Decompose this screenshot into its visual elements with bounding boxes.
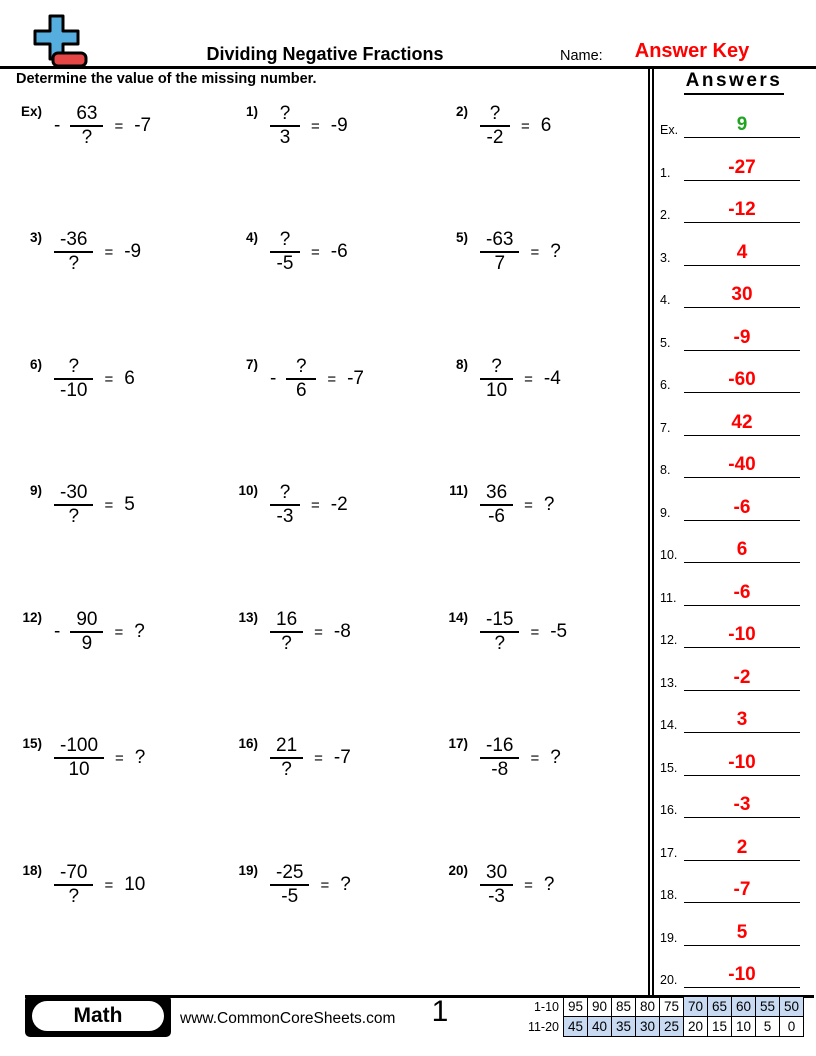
grade-cell: 35 xyxy=(611,1016,636,1037)
answer-row xyxy=(658,487,808,521)
answer-row xyxy=(658,954,808,988)
grade-cell: 10 xyxy=(731,1016,756,1037)
problem-number: Ex) xyxy=(20,104,42,119)
fraction xyxy=(270,609,303,655)
problem xyxy=(14,103,151,149)
problem xyxy=(230,735,351,781)
answer-value: 6 xyxy=(736,539,748,560)
problem-equation xyxy=(270,609,351,655)
fraction-numerator: -15 xyxy=(486,609,514,630)
grade-cell: 20 xyxy=(683,1016,708,1037)
problem xyxy=(14,862,145,908)
answer-row xyxy=(658,784,808,818)
problem xyxy=(440,482,554,528)
fraction-numerator: ? xyxy=(296,356,307,377)
answer-blank-line xyxy=(684,817,800,818)
problem-result: 6 xyxy=(124,368,135,389)
worksheet-title: Dividing Negative Fractions xyxy=(206,44,444,64)
problem-result: ? xyxy=(543,874,555,895)
fraction-numerator: 30 xyxy=(486,862,508,883)
answer-number: 19. xyxy=(660,930,678,945)
grade-cell: 30 xyxy=(635,1016,660,1037)
equals-sign: = xyxy=(314,749,323,767)
problem xyxy=(440,356,561,402)
fraction-denominator: 10 xyxy=(486,380,508,401)
grade-row-label: 11-20 xyxy=(527,1019,559,1034)
problem-equation xyxy=(480,482,554,528)
problem xyxy=(440,735,561,781)
answer-blank-line xyxy=(684,180,800,181)
problem xyxy=(14,482,135,528)
answer-row xyxy=(658,699,808,733)
instruction-text: Determine the value of the missing number. xyxy=(16,71,317,87)
answer-number: 8. xyxy=(660,463,671,477)
answer-blank-line xyxy=(684,647,800,648)
answer-value: 5 xyxy=(736,921,748,943)
problem-equation xyxy=(270,482,348,528)
fraction-numerator: -16 xyxy=(486,735,514,756)
answer-blank-line xyxy=(684,562,800,563)
problem xyxy=(440,862,554,908)
grade-cell: 75 xyxy=(659,996,684,1017)
answer-blank-line xyxy=(684,605,800,606)
grade-row-label: 1-10 xyxy=(533,999,559,1014)
answer-blank-line xyxy=(684,775,800,776)
name-label: Name: xyxy=(560,48,603,64)
page-number: 1 xyxy=(431,995,449,1028)
problem xyxy=(14,229,141,275)
grade-cell: 0 xyxy=(779,1016,804,1037)
fraction xyxy=(54,862,93,908)
fraction xyxy=(54,735,104,781)
fraction-denominator: 9 xyxy=(81,633,93,654)
answer-number: 11. xyxy=(660,590,677,605)
grade-cell: 55 xyxy=(755,996,780,1017)
problem-number: 5) xyxy=(455,230,468,245)
answer-row xyxy=(658,317,808,351)
answer-number: 5. xyxy=(660,335,671,350)
fraction-numerator: -70 xyxy=(60,862,88,883)
answer-row xyxy=(658,614,808,648)
equals-sign: = xyxy=(327,370,337,388)
fraction xyxy=(480,735,519,781)
answers-divider-double-line xyxy=(648,69,654,995)
answers-panel-title: Answers xyxy=(656,70,812,95)
answer-value: 4 xyxy=(736,241,748,263)
answer-blank-line xyxy=(684,350,800,351)
problem xyxy=(14,356,135,402)
problem-number: 8) xyxy=(455,357,468,372)
problem-equation xyxy=(54,482,135,528)
answer-value: -9 xyxy=(733,326,751,348)
fraction-denominator: ? xyxy=(68,506,80,527)
problem-result: ? xyxy=(550,241,561,262)
fraction xyxy=(270,862,309,908)
fraction-numerator: 36 xyxy=(486,482,508,503)
fraction-negative-sign: - xyxy=(270,368,277,389)
equals-sign: = xyxy=(104,496,114,514)
problem-equation xyxy=(54,356,135,402)
answer-blank-line xyxy=(684,392,800,393)
problem-number: 1) xyxy=(245,104,258,119)
answer-blank-line xyxy=(684,902,800,903)
answer-row xyxy=(658,444,808,478)
answer-number: 9. xyxy=(660,505,671,520)
answer-row xyxy=(658,657,808,691)
grading-table xyxy=(521,996,804,1037)
fraction-numerator: 21 xyxy=(276,735,298,756)
problem-result: -7 xyxy=(333,747,351,768)
problem-result: -6 xyxy=(330,241,348,262)
equals-sign: = xyxy=(114,623,124,641)
fraction-numerator: 16 xyxy=(276,609,298,630)
fraction xyxy=(480,862,513,908)
grade-cell: 95 xyxy=(563,996,588,1017)
problem-equation xyxy=(480,609,567,655)
fraction-numerator: -100 xyxy=(60,735,99,756)
grade-cell: 40 xyxy=(587,1016,612,1037)
answer-value: 3 xyxy=(736,709,748,730)
problem-result: ? xyxy=(134,621,145,642)
fraction-denominator: -5 xyxy=(276,253,294,274)
grade-cell: 45 xyxy=(563,1016,588,1037)
grade-cell: 85 xyxy=(611,996,636,1017)
problem-equation xyxy=(270,735,351,781)
answer-number: Ex. xyxy=(660,123,679,137)
problem xyxy=(230,229,348,275)
problem-number: 12) xyxy=(22,610,42,625)
answer-blank-line xyxy=(684,732,800,733)
answer-number: 6. xyxy=(660,378,671,392)
fraction-numerator: ? xyxy=(279,103,291,124)
fraction-numerator: ? xyxy=(279,229,291,250)
fraction-numerator: -63 xyxy=(486,229,514,250)
answer-blank-line xyxy=(684,265,800,266)
fraction-numerator: -25 xyxy=(276,862,304,883)
problem-number: 14) xyxy=(448,610,468,625)
answer-row xyxy=(658,827,808,861)
answer-number: 18. xyxy=(660,888,678,902)
fraction-denominator: ? xyxy=(281,633,292,654)
fraction-denominator: ? xyxy=(494,633,506,654)
answer-value: -10 xyxy=(728,964,756,985)
problem xyxy=(230,862,351,908)
equals-sign: = xyxy=(530,623,540,641)
answer-blank-line xyxy=(684,860,800,861)
answer-number: 7. xyxy=(660,420,671,435)
fraction-negative-sign: - xyxy=(54,621,61,642)
answer-value: -10 xyxy=(728,624,756,645)
header-divider-line xyxy=(0,66,816,69)
answer-blank-line xyxy=(684,987,800,988)
answer-value: -10 xyxy=(728,751,756,773)
grade-table-row xyxy=(521,996,804,1017)
answer-value: -27 xyxy=(728,156,756,178)
fraction xyxy=(270,103,300,149)
fraction-denominator: -10 xyxy=(60,380,88,401)
problem-equation xyxy=(480,862,554,908)
problem xyxy=(440,103,551,149)
problem-equation xyxy=(54,735,145,781)
fraction xyxy=(70,103,103,149)
problem-number: 15) xyxy=(22,736,42,751)
fraction-denominator: ? xyxy=(81,127,93,148)
answer-row xyxy=(658,572,808,606)
answer-number: 20. xyxy=(660,973,678,987)
problem-result: -7 xyxy=(347,368,364,389)
equals-sign: = xyxy=(530,243,540,261)
answer-value: 2 xyxy=(736,836,748,858)
problem xyxy=(440,229,561,275)
problem xyxy=(14,735,145,781)
fraction-denominator: ? xyxy=(281,759,292,780)
problem-result: -7 xyxy=(134,115,152,136)
name-value-answer-key: Answer Key xyxy=(634,40,750,62)
equals-sign: = xyxy=(524,370,533,388)
fraction-numerator: ? xyxy=(491,356,502,377)
answer-number: 1. xyxy=(660,165,671,180)
fraction-denominator: ? xyxy=(68,886,80,907)
fraction xyxy=(286,356,316,402)
fraction-numerator: ? xyxy=(68,356,80,377)
fraction xyxy=(270,482,300,528)
fraction-denominator: -3 xyxy=(488,886,506,907)
fraction-numerator: 90 xyxy=(76,609,98,630)
grade-cell: 65 xyxy=(707,996,732,1017)
grade-cell: 25 xyxy=(659,1016,684,1037)
fraction-denominator: 3 xyxy=(279,127,291,148)
problem-result: ? xyxy=(550,747,561,768)
problem-equation xyxy=(480,103,551,149)
fraction xyxy=(54,356,93,402)
problem-equation xyxy=(270,229,348,275)
fraction-numerator: ? xyxy=(279,482,291,503)
answer-number: 4. xyxy=(660,293,671,307)
equals-sign: = xyxy=(114,117,124,135)
fraction-denominator: -5 xyxy=(281,886,299,907)
problem-number: 19) xyxy=(238,863,258,878)
fraction xyxy=(480,229,519,275)
answer-value: 30 xyxy=(731,284,753,305)
fraction xyxy=(480,103,510,149)
answer-row xyxy=(658,742,808,776)
answer-blank-line xyxy=(684,945,800,946)
answer-number: 10. xyxy=(660,548,678,562)
problem-result: -9 xyxy=(124,241,142,262)
problem-equation xyxy=(54,103,151,149)
fraction xyxy=(480,482,513,528)
fraction-denominator: ? xyxy=(68,253,80,274)
answer-value: -3 xyxy=(733,794,751,815)
answer-blank-line xyxy=(684,477,800,478)
answer-row xyxy=(658,912,808,946)
answer-blank-line xyxy=(684,137,800,138)
problem-number: 6) xyxy=(29,357,42,372)
problem-result: -8 xyxy=(333,621,351,642)
grade-cell: 50 xyxy=(779,996,804,1017)
problem xyxy=(230,103,348,149)
equals-sign: = xyxy=(314,623,323,641)
answer-row xyxy=(658,104,808,138)
problem-equation xyxy=(480,735,561,781)
fraction-numerator: ? xyxy=(489,103,501,124)
problem-equation xyxy=(54,609,145,655)
answer-blank-line xyxy=(684,690,800,691)
answer-number: 17. xyxy=(660,845,678,860)
subject-label: Math xyxy=(32,1001,164,1031)
fraction-denominator: 6 xyxy=(296,380,307,401)
fraction xyxy=(480,356,513,402)
equals-sign: = xyxy=(320,876,330,894)
problem-number: 4) xyxy=(245,230,258,245)
answer-value: -40 xyxy=(728,454,756,475)
answer-number: 16. xyxy=(660,803,678,817)
grade-cell: 70 xyxy=(683,996,708,1017)
subject-badge xyxy=(25,995,171,1037)
problem-number: 20) xyxy=(448,863,468,878)
fraction-denominator: -3 xyxy=(276,506,294,527)
problem-result: -5 xyxy=(550,621,568,642)
problem xyxy=(230,482,348,528)
fraction xyxy=(70,609,103,655)
grade-cell: 15 xyxy=(707,1016,732,1037)
problem-equation xyxy=(270,103,348,149)
problem-result: ? xyxy=(543,494,555,515)
answer-value: 42 xyxy=(731,411,753,433)
answer-value: -2 xyxy=(733,666,751,688)
problem-result: 5 xyxy=(124,494,135,515)
answer-number: 13. xyxy=(660,675,678,690)
fraction-denominator: 10 xyxy=(68,759,90,780)
fraction-denominator: -2 xyxy=(486,127,504,148)
problem xyxy=(230,356,364,402)
fraction xyxy=(54,482,93,528)
problem-result: 10 xyxy=(124,874,146,895)
equals-sign: = xyxy=(521,117,530,135)
answer-blank-line xyxy=(684,222,800,223)
answer-row xyxy=(658,529,808,563)
problem-equation xyxy=(270,356,364,402)
problem-equation xyxy=(270,862,351,908)
equals-sign: = xyxy=(311,496,320,514)
problem-equation xyxy=(54,862,145,908)
fraction xyxy=(270,735,303,781)
equals-sign: = xyxy=(104,243,114,261)
answer-number: 15. xyxy=(660,760,678,775)
equals-sign: = xyxy=(115,749,124,767)
answer-value: -6 xyxy=(733,496,751,518)
problem-result: ? xyxy=(340,874,351,895)
problem-equation xyxy=(54,229,141,275)
fraction-denominator: -8 xyxy=(491,759,509,780)
answer-number: 2. xyxy=(660,208,671,222)
grade-cell: 80 xyxy=(635,996,660,1017)
answer-blank-line xyxy=(684,307,800,308)
problem-result: -9 xyxy=(330,115,348,136)
answer-row xyxy=(658,147,808,181)
answer-value: -6 xyxy=(733,581,751,603)
answer-blank-line xyxy=(684,435,800,436)
fraction-numerator: -36 xyxy=(60,229,88,250)
answer-row xyxy=(658,869,808,903)
website-link: www.CommonCoreSheets.com xyxy=(180,1010,396,1027)
equals-sign: = xyxy=(530,749,540,767)
problem-number: 17) xyxy=(448,736,468,751)
problem-number: 16) xyxy=(238,736,258,751)
equals-sign: = xyxy=(311,117,320,135)
fraction-denominator: 7 xyxy=(494,253,506,274)
answer-blank-line xyxy=(684,520,800,521)
problem-number: 3) xyxy=(29,230,42,245)
fraction xyxy=(270,229,300,275)
problem-number: 9) xyxy=(29,483,42,498)
answer-value: -60 xyxy=(728,369,756,390)
problem-result: -4 xyxy=(543,368,561,389)
answer-row xyxy=(658,232,808,266)
grade-cell: 90 xyxy=(587,996,612,1017)
equals-sign: = xyxy=(311,243,320,261)
problem-number: 2) xyxy=(455,104,468,119)
answer-row xyxy=(658,402,808,436)
fraction-denominator: -6 xyxy=(488,506,506,527)
answer-value: -7 xyxy=(733,879,751,900)
problem-equation xyxy=(480,356,561,402)
answer-number: 3. xyxy=(660,250,671,265)
problem-result: 6 xyxy=(540,115,552,136)
problem-result: ? xyxy=(134,747,146,768)
answer-row xyxy=(658,189,808,223)
problem-equation xyxy=(480,229,561,275)
answer-row xyxy=(658,359,808,393)
problem-number: 11) xyxy=(449,483,468,498)
fraction-numerator: 63 xyxy=(76,103,98,124)
answer-value: 9 xyxy=(736,114,748,135)
problem xyxy=(230,609,351,655)
grade-table-row xyxy=(521,1016,804,1037)
problem-number: 10) xyxy=(238,483,258,498)
answer-number: 12. xyxy=(660,633,678,647)
equals-sign: = xyxy=(524,496,533,514)
problem-result: -2 xyxy=(330,494,348,515)
answer-value: -12 xyxy=(728,199,756,220)
equals-sign: = xyxy=(104,370,114,388)
grade-cell: 5 xyxy=(755,1016,780,1037)
fraction-negative-sign: - xyxy=(54,115,61,136)
fraction xyxy=(480,609,519,655)
grade-cell: 60 xyxy=(731,996,756,1017)
problem-number: 7) xyxy=(245,357,258,372)
problem-number: 18) xyxy=(22,863,42,878)
fraction xyxy=(54,229,93,275)
fraction-numerator: -30 xyxy=(60,482,88,503)
equals-sign: = xyxy=(104,876,114,894)
problem-number: 13) xyxy=(238,610,258,625)
problem xyxy=(440,609,567,655)
answer-number: 14. xyxy=(660,718,678,732)
answer-row xyxy=(658,274,808,308)
equals-sign: = xyxy=(524,876,533,894)
problem xyxy=(14,609,145,655)
